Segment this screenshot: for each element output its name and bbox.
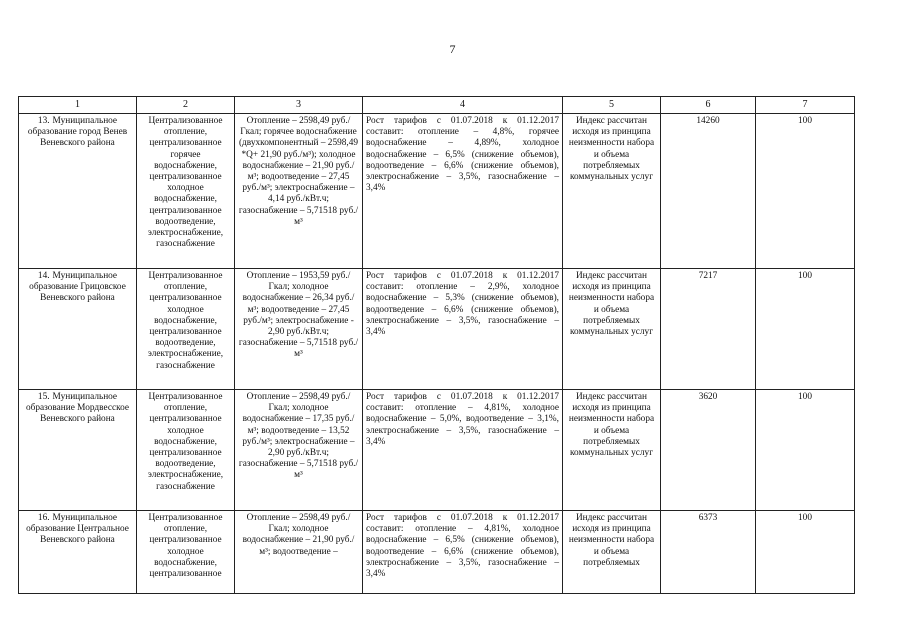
tariff-table (18, 96, 855, 594)
percent-cell: 100 (756, 114, 855, 269)
table-row (19, 114, 855, 269)
percent-cell: 100 (756, 269, 855, 390)
table-row (19, 269, 855, 390)
municipality-cell (19, 114, 137, 269)
services-cell: Централизованное отопление, централизованное холодное водоснабжение, централизованное водоотведение, электроснабжение, газоснабжение (137, 390, 235, 511)
index-note-cell: Индекс рассчитан исходя из принципа неизменности набора и объема потребляемых коммунальных услуг (563, 390, 661, 511)
services-cell: Централизованное отопление, централизованное холодное водоснабжение, централизованное водоотведение, электроснабжение, газоснабжение (137, 269, 235, 390)
services-cell: Централизованное отопление, централизованное холодное водоснабжение, централизованное (137, 511, 235, 594)
table-header-row (19, 97, 855, 114)
tariffs-cell: Отопление – 2598,49 руб./Гкал; горячее водоснабжение (двухкомпонентный – 2598,49 *Q+ 21,90 руб./м³); холодное водоснабжение – 21,90 руб./м³; водоотведение – 27,45 руб./м³; электроснабжение – 4,14 руб./кВт.ч; газоснабжение – 5,71518 руб./м³ (235, 114, 363, 269)
index-note-cell: Индекс рассчитан исходя из принципа неизменности набора и объема потребляемых (563, 511, 661, 594)
municipality-cell (19, 269, 137, 390)
column-header: 6 (661, 97, 756, 114)
row-number: 15. (37, 392, 50, 402)
percent-cell: 100 (756, 511, 855, 594)
municipality-name: Муниципальное образование Грицовское Веневского района (29, 271, 126, 304)
table-row (19, 390, 855, 511)
municipality-name: Муниципальное образование Центральное Веневского района (26, 513, 129, 546)
tariff-growth-cell: Рост тарифов с 01.07.2018 к 01.12.2017 составит: отопление – 4,81%, холодное водоснабжение – 5,0%, водоотведение – 3,1%, электроснабжение – 3,5%, газоснабжение – 3,4% (363, 390, 563, 511)
percent-cell: 100 (756, 390, 855, 511)
column-header: 4 (363, 97, 563, 114)
row-number: 16. (37, 513, 50, 523)
table-row (19, 511, 855, 594)
municipality-name: Муниципальное образование город Венев Веневского района (27, 116, 128, 149)
tariffs-cell: Отопление – 2598,49 руб./Гкал; холодное водоснабжение – 21,90 руб./м³; водоотведение – (235, 511, 363, 594)
population-cell: 3620 (661, 390, 756, 511)
services-cell: Централизованное отопление, централизованное горячее водоснабжение, централизованное холодное водоснабжение, централизованное водоотведение, электроснабжение, газоснабжение (137, 114, 235, 269)
tariff-growth-cell: Рост тарифов с 01.07.2018 к 01.12.2017 составит: отопление – 4,81%, холодное водоснабжение – 6,5% (снижение объемов), водоотведение – 6,6% (снижение объемов), электроснабжение – 3,5%, газоснабжение – 3,4% (363, 511, 563, 594)
index-note-cell: Индекс рассчитан исходя из принципа неизменности набора и объема потребляемых коммунальных услуг (563, 114, 661, 269)
tariff-growth-cell: Рост тарифов с 01.07.2018 к 01.12.2017 составит: отопление – 2,9%, холодное водоснабжение – 5,3% (снижение объемов), водоотведение – 6,6% (снижение объемов), электроснабжение – 3,5%, газоснабжение – 3,4% (363, 269, 563, 390)
column-header: 2 (137, 97, 235, 114)
column-header: 3 (235, 97, 363, 114)
municipality-cell (19, 390, 137, 511)
row-number: 14. (37, 271, 50, 281)
index-note-cell: Индекс рассчитан исходя из принципа неизменности набора и объема потребляемых коммунальных услуг (563, 269, 661, 390)
row-number: 13. (37, 116, 50, 126)
page-number: 7 (449, 42, 456, 56)
column-header: 7 (756, 97, 855, 114)
tariffs-cell: Отопление – 2598,49 руб./Гкал; холодное водоснабжение – 17,35 руб./м³; водоотведение – 13,52 руб./м³; электроснабжение – 2,90 руб./кВт.ч; газоснабжение – 5,71518 руб./м³ (235, 390, 363, 511)
population-cell: 14260 (661, 114, 756, 269)
tariffs-cell: Отопление – 1953,59 руб./Гкал; холодное водоснабжение – 26,34 руб./м³; водоотведение – 27,45 руб./м³; электроснабжение - 2,90 руб./кВт.ч; газоснабжение – 5,71518 руб./м³ (235, 269, 363, 390)
tariff-growth-cell: Рост тарифов с 01.07.2018 к 01.12.2017 составит: отопление – 4,8%, горячее водоснабжение – 4,89%, холодное водоснабжение – 6,5% (снижение объемов), водоотведение – 6,6% (снижение объемов), электроснабжение – 3,5%, газоснабжение – 3,4% (363, 114, 563, 269)
column-header: 5 (563, 97, 661, 114)
column-header: 1 (19, 97, 137, 114)
municipality-name: Муниципальное образование Мордвесское Веневского района (25, 392, 130, 425)
population-cell: 7217 (661, 269, 756, 390)
population-cell: 6373 (661, 511, 756, 594)
municipality-cell (19, 511, 137, 594)
